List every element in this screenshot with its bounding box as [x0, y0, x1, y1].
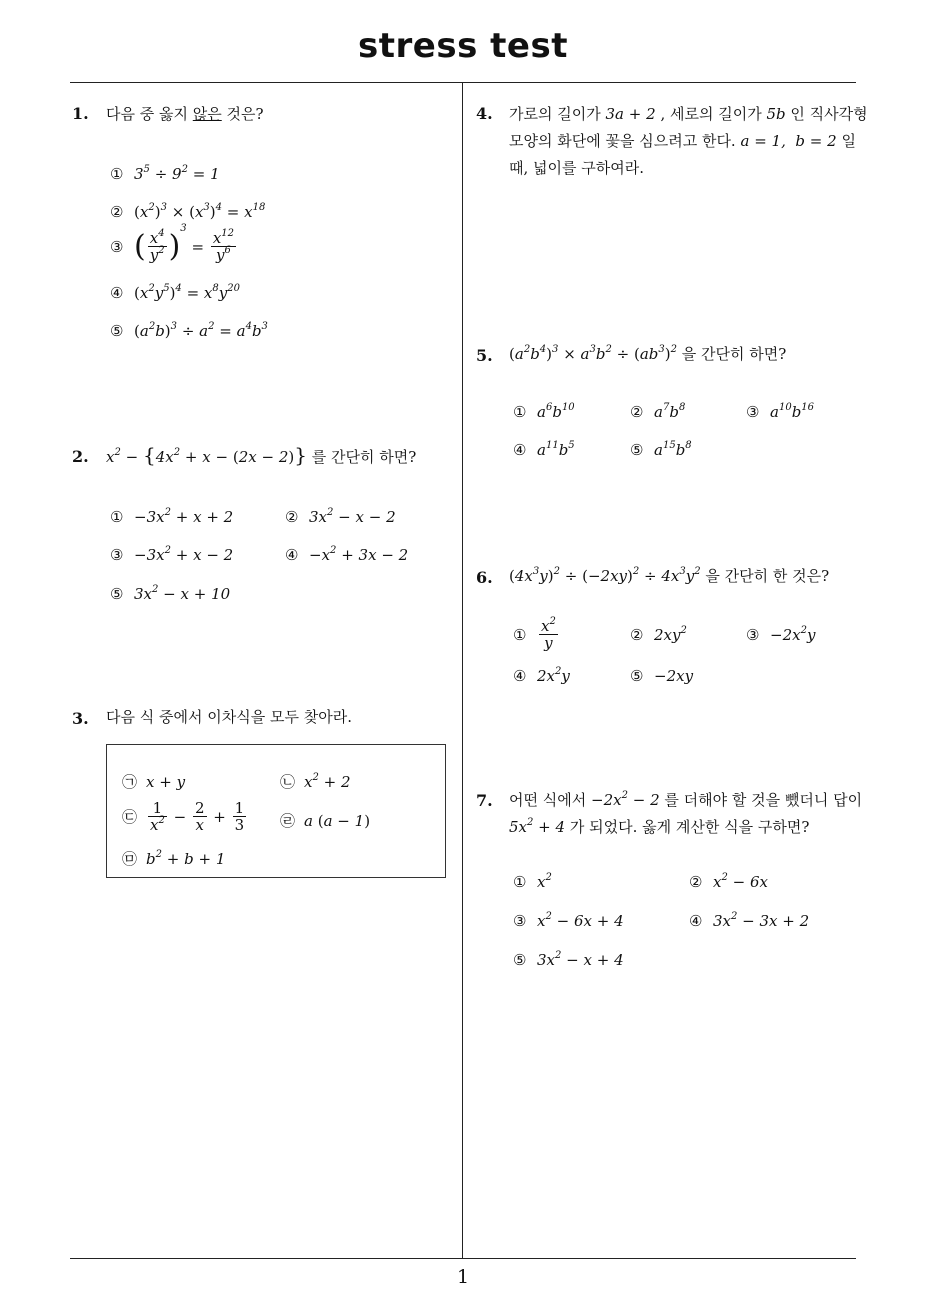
q1-option-3[interactable]: ③ ( $\frac{x^4}{y^2}$ )$^3$ = $\frac{x^{12}}{y^6}$: [110, 222, 235, 264]
question-5-text: $(a^2b^4)^3 \times a^3b^2 \div (ab^3)^2$ 을 간단히 하면?: [509, 344, 787, 363]
question-6-number: 6.: [476, 568, 493, 587]
q7-option-5[interactable]: ⑤ $3x^2 - x + 4$: [513, 950, 624, 969]
q1-option-2[interactable]: ② $(x^2)^3 \times (x^3)^4 = x^{18}$: [110, 202, 266, 221]
question-3-text: 다음 식 중에서 이차식을 모두 찾아라.: [106, 708, 352, 726]
q3-item-3: ㉢ $\frac{1}{x^2}$ − $\frac{2}{x}$ + $\frac{1}{3}$: [122, 799, 245, 834]
column-divider: [462, 83, 463, 1258]
question-7-number: 7.: [476, 791, 493, 810]
q6-option-3[interactable]: ③ $-2x^2y$: [746, 625, 816, 644]
question-1-number: 1.: [72, 104, 89, 123]
question-3-number: 3.: [72, 709, 89, 728]
q6-option-1[interactable]: ① $\frac{x^2}{y}$: [513, 616, 556, 652]
q1-option-5[interactable]: ⑤ $(a^2b)^3 \div a^2 = a^4b^3$: [110, 321, 268, 340]
question-7-text: 어떤 식에서 $-2x^2 - 2$ 를 더해야 할 것을 뺐더니 답이 $5x^2 + 4$ 가 되었다. 옳게 계산한 식을 구하면?: [509, 790, 863, 836]
q2-option-5[interactable]: ⑤ $3x^2 - x + 10$: [110, 584, 231, 603]
q5-option-4[interactable]: ④ $a^{11}b^5$: [513, 440, 575, 459]
page-number: 1: [456, 1266, 470, 1288]
question-2-number: 2.: [72, 447, 89, 466]
q1-option-4[interactable]: ④ $(x^2y^5)^4 = x^8y^{20}$: [110, 283, 240, 302]
q3-item-2: ㉡ $x^2 + 2$: [280, 772, 351, 791]
q5-option-3[interactable]: ③ $a^{10}b^{16}$: [746, 402, 815, 421]
bottom-rule: [70, 1258, 856, 1259]
q6-option-5[interactable]: ⑤ −2xy: [630, 667, 694, 685]
q1-option-1[interactable]: ① $3^5 \div 9^2 = 1$: [110, 164, 220, 183]
q2-option-4[interactable]: ④ $-x^2 + 3x - 2$: [285, 545, 409, 564]
q7-option-4[interactable]: ④ $3x^2 - 3x + 2$: [689, 911, 810, 930]
q7-option-2[interactable]: ② $x^2 - 6x$: [689, 872, 768, 891]
q5-option-1[interactable]: ① $a^6b^{10}$: [513, 402, 575, 421]
q6-option-4[interactable]: ④ $2x^2y$: [513, 666, 570, 685]
question-1-text: 다음 중 옳지 않은 것은?: [106, 105, 264, 123]
q5-option-5[interactable]: ⑤ $a^{15}b^8$: [630, 440, 692, 459]
q6-option-2[interactable]: ② $2xy^2$: [630, 625, 687, 644]
question-6-text: $(4x^3y)^2 \div (-2xy)^2 \div 4x^3y^2$ 을 간단히 한 것은?: [509, 566, 830, 585]
q7-option-1[interactable]: ① $x^2$: [513, 872, 552, 891]
q5-option-2[interactable]: ② $a^7b^8$: [630, 402, 686, 421]
page-title: stress test: [358, 26, 568, 66]
q2-option-3[interactable]: ③ $-3x^2 + x - 2$: [110, 545, 234, 564]
top-rule: [70, 82, 856, 83]
question-4-number: 4.: [476, 104, 493, 123]
question-4-text: 가로의 길이가 3a + 2 , 세로의 길이가 5b 인 직사각형 모양의 화단에 꽃을 심으려고 한다. a = 1, b = 2 일 때, 넓이를 구하여라.: [509, 105, 868, 177]
q2-option-2[interactable]: ② $3x^2 - x - 2$: [285, 507, 396, 526]
q3-item-5: ㉤ $b^2 + b + 1$: [122, 849, 226, 868]
q2-option-1[interactable]: ① $-3x^2 + x + 2$: [110, 507, 234, 526]
q7-option-3[interactable]: ③ $x^2 - 6x + 4$: [513, 911, 624, 930]
question-5-number: 5.: [476, 346, 493, 365]
q3-item-1: ㉠ x + y: [122, 773, 186, 791]
question-2-text: $x^2 - \{4x^2 + x - (2x - 2)\}$ 를 간단히 하면?: [106, 443, 417, 467]
q3-item-4: ㉣ a (a − 1): [280, 812, 371, 830]
